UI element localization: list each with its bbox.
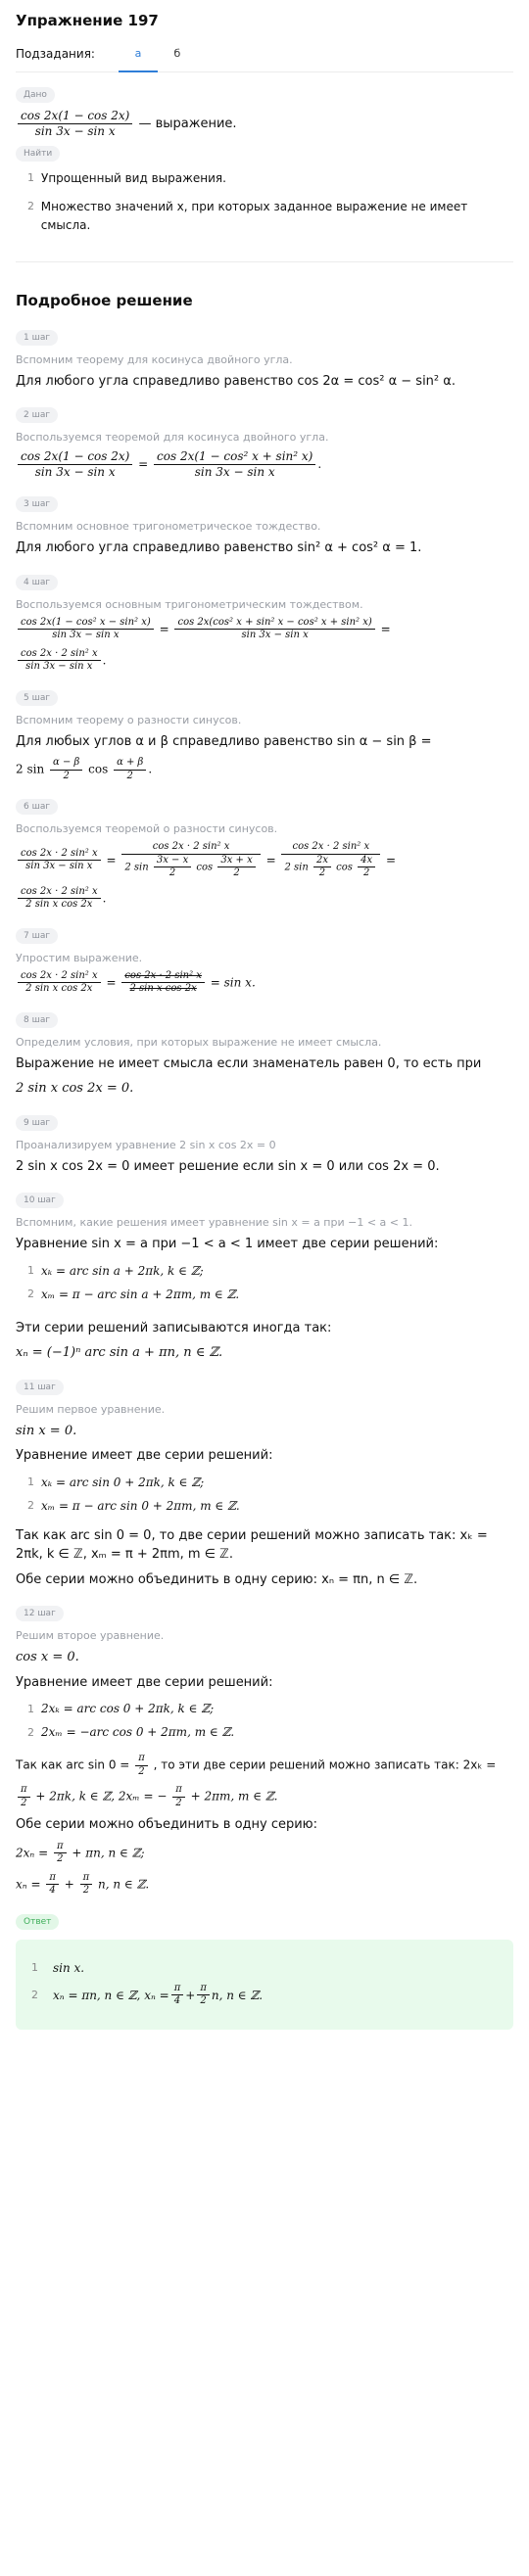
step-1 [16,329,513,392]
numerator: cos 2x · 2 sin² x [18,970,101,984]
fraction [121,841,260,880]
item-text: xₖ = arc sin a + 2πk, k ∈ ℤ; [41,1263,204,1278]
solution-list [16,1702,513,1739]
step-text: Для любого угла справедливо равенство cos 2α = cos² α − sin² α. [16,373,456,389]
step-5 [16,689,513,783]
step-hint: Вспомним, какие решения имеет уравнение sin x = a при −1 < a < 1. [16,1216,412,1230]
denominator: sin 3x − sin x [25,661,93,673]
step-badge: 11 шаг [16,1380,64,1395]
numerator: cos 2x · 2 sin² x [18,648,101,662]
item-text: 2xₘ = −arc cos 0 + 2πm, m ∈ ℤ. [41,1725,235,1740]
denominator: sin 3x − sin x [52,630,120,641]
denominator: 2 [233,867,240,879]
step-hint: Воспользуемся теоремой для косинуса двойного угла. [16,431,329,445]
numerator: α − β [50,757,82,771]
numerator: π [80,1872,93,1886]
text: 2xₙ = [16,1846,49,1860]
given-section [16,86,513,139]
fraction [18,449,132,480]
given-denominator: sin 3x − sin x [34,124,116,138]
fraction [172,1784,185,1809]
step-hint: Воспользуемся основным тригонометрическим тождеством. [16,597,363,611]
step-equation [16,1841,513,1866]
numerator: cos 2x · 2 sin² x [18,848,101,862]
fraction [217,855,255,880]
denominator: 2 [63,770,70,781]
step-equation: $\frac{\cos 2x(1 - \cos 2x)}{\text{sin 3x − sin x}}$ = $\frac{\text{cos 2x(1 − cos² x + sin² x)}}{\text{sin 3x − sin x}}$ . [16,449,513,480]
fraction [18,617,154,642]
step-text: 2 sin x cos 2x = 0 имеет решение если sin x = 0 или cos 2x = 0. [16,1158,440,1174]
list-item [27,1983,502,2008]
find-badge: Найти [16,146,60,162]
fraction [46,1872,59,1897]
fraction [114,757,146,782]
text: cos [196,862,214,873]
step-badge: 3 шаг [16,496,58,512]
item-number: 1 [31,1961,38,1975]
denominator: sin 3x − sin x [34,465,116,480]
step-equation: $\frac{\text{cos 2x · 2 sin² x}}{\text{sin 3x − sin x}}$ = cos 2x · 2 sin² x 2 sin $\frac{3x - x}{2}$ cos $\frac{3x + x}{2}$ = cos 2x · 2 sin² x 2 sin $\frac{2x}{2}$ cos $\frac{4x}{2}$ = [16,841,513,880]
denominator: 4 [173,1995,181,2007]
step-text [16,1753,513,1778]
numerator: cos 2x · 2 sin² x [281,841,380,855]
item-number: 2 [27,1499,34,1513]
item-text: Упрощенный вид выражения. [41,171,226,185]
denominator: sin 3x − sin x [194,465,275,480]
given-numerator: cos 2x(1 − cos 2x) [18,109,132,124]
step-9 [16,1114,513,1177]
text: xₙ = πn, n ∈ ℤ, xₙ = [53,1988,169,2002]
fraction [18,648,101,674]
item-text: xₘ = π − arc sin a + 2πm, m ∈ ℤ. [41,1287,240,1301]
text: Так как arc sin 0 = [16,1757,130,1772]
step-equation: cos x = 0. [16,1650,79,1665]
step-equation: $\frac{\text{cos 2x · 2 sin² x}}{\text{2 sin x cos 2x}}$ = $\frac{\text{cos 2x · 2 sin² x}}{\text{2 sin x cos 2x}}$ = sin x. [16,970,513,996]
text: + [64,1877,74,1892]
text: 2 sin [16,762,45,776]
fraction [135,1753,148,1778]
solution-title: Подробное решение [16,291,193,309]
numerator: cos 2x(1 − cos² x − sin² x) [18,617,154,631]
step-badge: 4 шаг [16,575,58,590]
list-item [27,1961,502,1975]
item-number: 1 [27,1475,34,1489]
answer-section [16,1913,513,2030]
step-badge: 5 шаг [16,690,58,706]
text: 2 sin [124,862,149,873]
step-hint: Проанализируем уравнение 2 sin x cos 2x = 0 [16,1138,276,1151]
fraction-cancelled [121,970,205,996]
step-3 [16,495,513,558]
denominator: 2 [362,867,370,879]
text: , то эти две серии решений можно записать так: 2xₖ = [153,1757,497,1772]
text: n, n ∈ ℤ. [211,1988,264,2002]
find-list [16,169,513,236]
step-hint: Упростим выражение. [16,951,143,964]
denominator: 4 [49,1885,56,1897]
numerator: 4x [358,855,375,868]
result: = sin x. [210,975,256,990]
denominator: 2 [57,1853,64,1865]
denominator: 2 [126,770,133,781]
step-equation: xₙ = (−1)ⁿ arc sin a + πn, n ∈ ℤ. [16,1345,223,1361]
step-equation: 2 sin $\frac{\alpha - \beta}{2}$ cos $\frac{\alpha + \beta}{2}$ . [16,757,153,781]
step-6 [16,798,513,912]
text: 2 sin [284,862,309,873]
step-badge: 2 шаг [16,407,58,423]
denominator: 2 [168,867,176,879]
text: cos [336,862,353,873]
denominator: 2 [82,1885,90,1897]
list-item [16,1264,513,1278]
denominator: 2 [175,1797,182,1808]
numerator: cos 2x(1 − cos² x + sin² x) [154,449,315,465]
step-equation-cont: $\frac{\text{cos 2x · 2 sin² x}}{\text{sin 3x − sin x}}$ . [16,648,513,674]
numerator: 3x − x [154,855,191,868]
denominator: 2 sin x cos 2x [25,983,93,995]
step-badge: 9 шаг [16,1115,58,1131]
step-hint: Воспользуемся теоремой о разности синусов. [16,822,278,836]
numerator: cos 2x(cos² x + sin² x − cos² x + sin² x) [174,617,374,631]
subtasks-label: Подзадания: [16,46,95,61]
text: cos [88,762,109,776]
denominator [281,855,380,880]
step-12 [16,1605,513,1897]
step-text: Выражение не имеет смысла если знаменатель равен 0, то есть при [16,1055,482,1071]
solution-list [16,1475,513,1513]
step-text: Так как arc sin 0 = 0, то две серии решений можно записать так: xₖ = 2πk, k ∈ ℤ, xₘ = π + 2πm, m ∈ ℤ. [16,1527,488,1563]
item-text: Множество значений x, при которых заданное выражение не имеет смысла. [40,200,468,233]
step-equation: $\frac{\text{cos 2x(1 − cos² x − sin² x)}}{\text{sin 3x − sin x}}$ = $\frac{\text{cos 2x(cos² x + sin² x − cos² x + sin² x)}}{\text{sin 3x − sin x}}$ = [16,617,513,642]
step-hint: Решим второе уравнение. [16,1629,165,1643]
fraction [281,841,380,880]
given-suffix: — выражение. [138,117,237,131]
step-badge: 1 шаг [16,330,58,346]
step-hint: Вспомним основное тригонометрическое тождество. [16,520,321,534]
text: + πn, n ∈ ℤ; [72,1846,145,1860]
answer-list [27,1961,502,2008]
fraction [154,449,315,480]
denominator: 2 [21,1797,27,1808]
fraction [80,1872,93,1897]
divider [16,261,513,262]
numerator: π [171,1983,184,1996]
item-number: 1 [27,1264,34,1278]
denominator: 2 [318,867,326,879]
step-badge: 10 шаг [16,1193,64,1208]
item-text: sin x. [53,1960,85,1975]
given-expression [16,109,513,139]
step-equation-cont: $\frac{\text{cos 2x · 2 sin² x}}{\text{2 sin x cos 2x}}$ . [16,886,513,912]
denominator: sin 3x − sin x [241,630,309,641]
step-hint: Вспомним теорему для косинуса двойного угла. [16,352,293,366]
numerator: α + β [114,757,146,771]
fraction [313,855,331,880]
numerator: π [54,1841,67,1854]
find-section [16,145,513,236]
list-item [16,198,513,235]
answer-badge: Ответ [16,1914,59,1930]
step-text: Для любого угла справедливо равенство sin² α + cos² α = 1. [16,540,422,556]
step-text: Обе серии можно объединить в одну серию: xₙ = πn, n ∈ ℤ. [16,1571,418,1587]
step-badge: 7 шаг [16,928,58,944]
item-number: 2 [27,1288,34,1301]
step-equation: sin x = 0. [16,1423,77,1438]
numerator: π [197,1983,210,1996]
list-item [16,1725,513,1739]
item-text: xₖ = arc sin 0 + 2πk, k ∈ ℤ; [41,1475,205,1489]
numerator: π [172,1784,185,1798]
item-number: 1 [27,1702,34,1715]
step-8 [16,1011,513,1099]
tab-b[interactable]: б [173,47,181,60]
list-item [16,1499,513,1513]
fraction [197,1983,210,2008]
step-10 [16,1192,513,1363]
numerator: cos 2x(1 − cos 2x) [18,449,132,465]
given-badge: Дано [16,87,55,103]
item-text: xₘ = π − arc sin 0 + 2πm, m ∈ ℤ. [41,1498,240,1513]
fraction [174,617,374,642]
numerator: π [46,1872,59,1886]
step-7 [16,927,513,996]
text: + 2πk, k ∈ ℤ, 2xₘ = − [35,1789,168,1803]
numerator: cos 2x · 2 sin² x [18,886,101,900]
denominator: 2 [200,1995,207,2007]
step-text: Уравнение sin x = a при −1 < a < 1 имеет две серии решений: [16,1237,439,1252]
step-hint: Определим условия, при которых выражение не имеет смысла. [16,1035,382,1049]
numerator: 2x [313,855,331,868]
answer-box [16,1940,513,2030]
step-hint: Вспомним теорему о разности синусов. [16,713,242,726]
denominator: 2 sin x cos 2x [25,899,93,911]
text: + [185,1988,196,2002]
step-badge: 8 шаг [16,1012,58,1028]
solution-list [16,1264,513,1301]
step-4 [16,574,513,674]
list-item [16,1702,513,1715]
numerator: π [18,1784,30,1798]
item-number: 2 [27,1725,34,1739]
denominator [121,855,260,880]
step-text: Эти серии решений записываются иногда так: [16,1320,332,1335]
numerator: cos 2x · 2 sin² x [121,841,260,855]
fraction [171,1983,184,2008]
fraction [154,855,191,880]
numerator: 3x + x [217,855,255,868]
denominator: 2 [138,1765,145,1777]
step-text: Уравнение имеет две серии решений: [16,1674,273,1690]
denominator: sin 3x − sin x [25,861,93,872]
given-fraction [18,109,132,139]
item-text: 2xₖ = arc cos 0 + 2πk, k ∈ ℤ; [41,1702,215,1716]
numerator: π [135,1753,148,1766]
fraction [18,886,101,912]
fraction [18,970,101,996]
fraction [50,757,82,782]
step-equation: 2 sin x cos 2x = 0. [16,1081,134,1097]
step-text: Обе серии можно объединить в одну серию: [16,1817,318,1833]
denominator: 2 sin x cos 2x [129,983,197,995]
step-2 [16,406,513,480]
step-11 [16,1379,513,1590]
step-badge: 12 шаг [16,1606,64,1621]
text: n, n ∈ ℤ. [98,1877,150,1892]
subtasks-row [16,43,513,72]
list-item [16,169,513,188]
list-item [16,1475,513,1489]
numerator: cos 2x · 2 sin² x [121,970,205,984]
item-number: 1 [27,171,34,184]
step-text [16,1784,513,1809]
page-title: Упражнение 197 [16,12,159,29]
step-hint: Решим первое уравнение. [16,1402,166,1416]
step-badge: 6 шаг [16,799,58,815]
step-text: Для любых углов α и β справедливо равенство sin α − sin β = [16,733,432,749]
text: + 2πm, m ∈ ℤ. [190,1789,278,1803]
fraction [54,1841,67,1866]
item-number: 2 [27,200,34,213]
fraction [18,1784,30,1809]
text: xₙ = [16,1877,41,1892]
step-text: Уравнение имеет две серии решений: [16,1448,273,1464]
fraction [18,848,101,873]
tab-a[interactable]: а [119,43,158,72]
step-equation [16,1872,513,1897]
list-item [16,1288,513,1301]
item-number: 2 [31,1989,38,2002]
fraction [358,855,375,880]
